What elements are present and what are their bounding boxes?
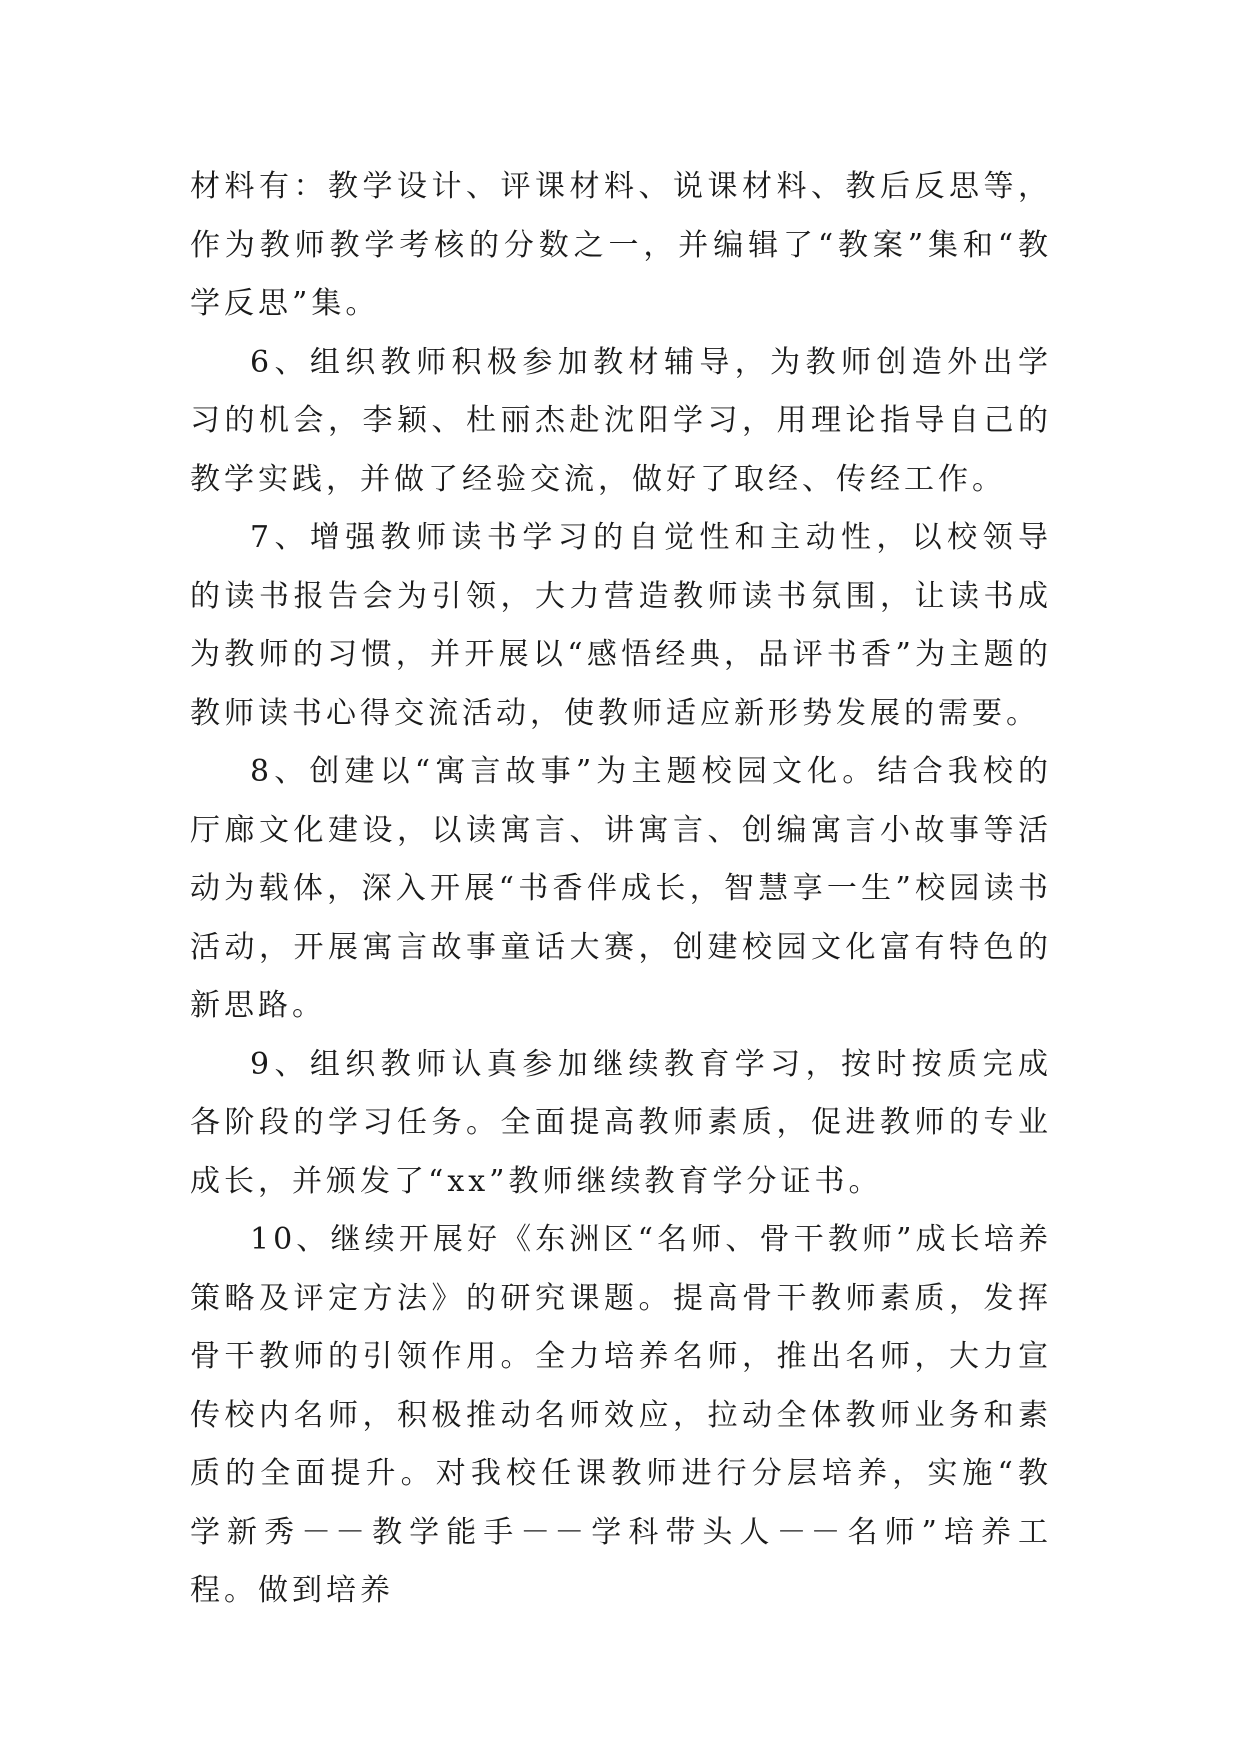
paragraph-item-6: 6、组织教师积极参加教材辅导，为教师创造外出学习的机会，李颖、杜丽杰赴沈阳学习，用理论指导自己的教学实践，并做了经验交流，做好了取经、传经工作。: [190, 344, 1052, 497]
paragraph-item-7: 7、增强教师读书学习的自觉性和主动性，以校领导的读书报告会为引领，大力营造教师读书氛围，让读书成为教师的习惯，并开展以“感悟经典，品评书香”为主题的教师读书心得交流活动，使教师适应新形势发展的需要。: [190, 520, 1052, 731]
body-text: [190, 158, 1052, 1621]
paragraph-continuation: 材料有：教学设计、评课材料、说课材料、教后反思等，作为教师教学考核的分数之一，并编辑了“教案”集和“教学反思”集。: [190, 169, 1052, 321]
paragraph-item-8: 8、创建以“寓言故事”为主题校园文化。结合我校的厅廊文化建设，以读寓言、讲寓言、创编寓言小故事等活动为载体，深入开展“书香伴成长，智慧享一生”校园读书活动，开展寓言故事童话大赛，创建校园文化富有特色的新思路。: [190, 754, 1052, 1023]
paragraph-item-10: 10、继续开展好《东洲区“名师、骨干教师”成长培养策略及评定方法》的研究课题。提高骨干教师素质，发挥骨干教师的引领作用。全力培养名师，推出名师，大力宣传校内名师，积极推动名师效应，拉动全体教师业务和素质的全面提升。对我校任课教师进行分层培养，实施“教学新秀－－教学能手－－学科带头人－－名师”培养工程。做到培养: [190, 1222, 1052, 1608]
paragraph-item-9: 9、组织教师认真参加继续教育学习，按时按质完成各阶段的学习任务。全面提高教师素质，促进教师的专业成长，并颁发了“xx”教师继续教育学分证书。: [190, 1046, 1052, 1199]
